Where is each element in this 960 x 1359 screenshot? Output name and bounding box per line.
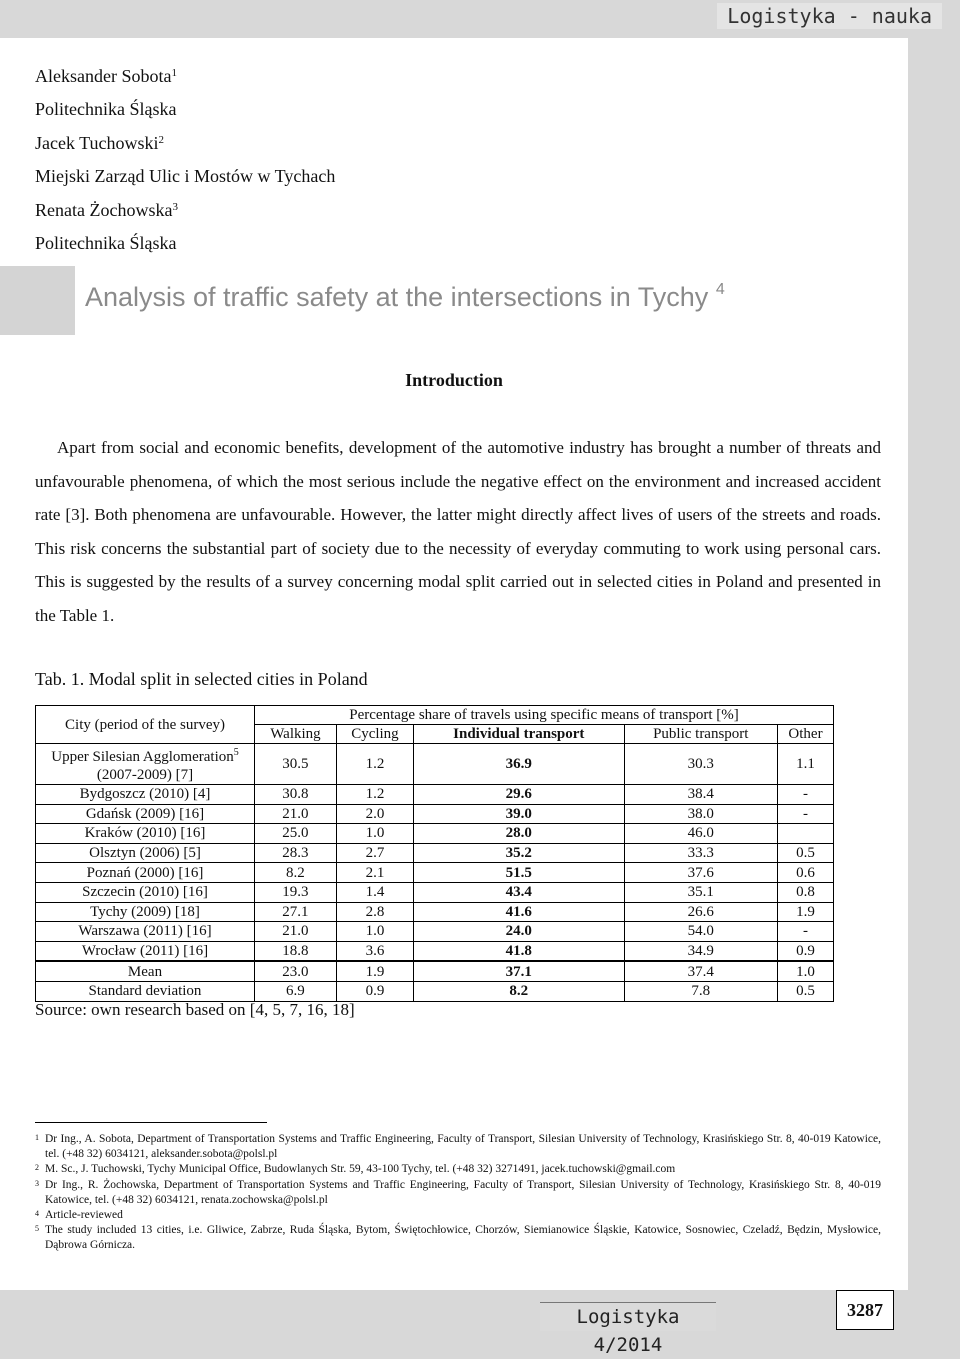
value-cell: -	[777, 804, 833, 824]
value-cell	[777, 824, 833, 844]
value-cell: 25.0	[255, 824, 337, 844]
footnote: 2 M. Sc., J. Tuchowski, Tychy Municipal Office, Budowlanych Str. 59, 43-100 Tychy, tel. (+48 32) 3271491, jacek.tuchowski@gmail.com	[35, 1163, 676, 1176]
footnote-rule	[35, 1122, 267, 1123]
value-cell: 35.2	[414, 843, 625, 863]
value-cell: 21.0	[255, 922, 337, 942]
value-cell: 2.1	[336, 863, 413, 883]
value-cell: 19.3	[255, 882, 337, 902]
value-cell: 41.8	[414, 941, 625, 961]
table-source: Source: own research based on [4, 5, 7, 16, 18]	[35, 1000, 355, 1019]
value-cell: 1.0	[777, 961, 833, 981]
value-cell: 0.6	[777, 863, 833, 883]
value-cell: 1.4	[336, 882, 413, 902]
author-affiliation: Politechnika Śląska	[35, 99, 177, 120]
value-cell: 34.9	[624, 941, 777, 961]
value-cell: 23.0	[255, 961, 337, 981]
value-cell: 8.2	[255, 863, 337, 883]
author-line: Renata Żochowska$^3$	[35, 199, 178, 220]
column-header: Individual transport	[414, 725, 625, 744]
footnote: 4 Article-reviewed	[35, 1209, 123, 1222]
author-line: Aleksander Sobota$^1$	[35, 66, 177, 86]
value-cell: 35.1	[624, 882, 777, 902]
value-cell: 37.6	[624, 863, 777, 883]
value-cell: 24.0	[414, 922, 625, 942]
value-cell: -	[777, 785, 833, 805]
authors-block	[35, 60, 335, 260]
table-row	[36, 981, 834, 1001]
value-cell: 1.0	[336, 922, 413, 942]
value-cell: 6.9	[255, 981, 337, 1001]
value-cell: 38.4	[624, 785, 777, 805]
value-cell: 28.3	[255, 843, 337, 863]
value-cell: 2.7	[336, 843, 413, 863]
article-title: Analysis of traffic safety at the intersections in Tychy $^4$	[85, 281, 725, 312]
city-cell: Wrocław (2011) [16]	[36, 941, 255, 961]
city-cell: Gdańsk (2009) [16]	[36, 804, 255, 824]
value-cell: 30.5	[255, 744, 337, 785]
value-cell: 51.5	[414, 863, 625, 883]
value-cell: 0.8	[777, 882, 833, 902]
header-title: Logistyka - nauka	[717, 3, 942, 29]
city-column-header: City (period of the survey)	[36, 706, 255, 744]
author-line: Jacek Tuchowski$^2$	[35, 132, 165, 153]
value-cell: 0.5	[777, 843, 833, 863]
city-cell: Olsztyn (2006) [5]	[36, 843, 255, 863]
value-cell: 0.9	[336, 981, 413, 1001]
table-row	[36, 804, 834, 824]
header-band	[0, 0, 960, 38]
author-affiliation: Politechnika Śląska	[35, 233, 177, 254]
intro-paragraph: Apart from social and economic benefits, development of the automotive industry has brought a number of threats and unfavourable phenomena, of which the most serious include the negative effect on the environment and increased accident rate [3]. Both phenomena are unfavourable. However, the latter might directly affect lives of users of the streets and roads. This risk concerns the substantial part of society due to the necessity of everyday commuting to work using personal cars. This is suggested by the results of a survey concerning modal split carried out in selected cities in Poland and presented in the Table 1.	[35, 438, 881, 625]
value-cell: 36.9	[414, 744, 625, 785]
value-cell: 0.5	[777, 981, 833, 1001]
value-cell: 1.9	[777, 902, 833, 922]
table-row	[36, 824, 834, 844]
city-cell: Poznań (2000) [16]	[36, 863, 255, 883]
value-cell: 43.4	[414, 882, 625, 902]
table-row	[36, 843, 834, 863]
journal-footer: Logistyka 4/2014	[540, 1302, 716, 1331]
city-cell: Warszawa (2011) [16]	[36, 922, 255, 942]
author-affiliation: Miejski Zarząd Ulic i Mostów w Tychach	[35, 166, 336, 187]
value-cell: 30.3	[624, 744, 777, 785]
value-cell: 37.1	[414, 961, 625, 981]
city-cell: Mean	[36, 961, 255, 981]
value-cell: 33.3	[624, 843, 777, 863]
table-row	[36, 941, 834, 961]
value-cell: 1.2	[336, 744, 413, 785]
column-header: Walking	[255, 725, 337, 744]
value-cell: 29.6	[414, 785, 625, 805]
table-row	[36, 922, 834, 942]
section-heading: Introduction	[405, 370, 503, 390]
value-cell: 7.8	[624, 981, 777, 1001]
city-cell: Bydgoszcz (2010) [4]	[36, 785, 255, 805]
value-cell: 28.0	[414, 824, 625, 844]
value-cell: 27.1	[255, 902, 337, 922]
value-cell: 54.0	[624, 922, 777, 942]
city-cell: Tychy (2009) [18]	[36, 902, 255, 922]
table-row	[36, 785, 834, 805]
table-caption: Tab. 1. Modal split in selected cities in Poland	[35, 669, 368, 689]
value-cell: 18.8	[255, 941, 337, 961]
value-cell: 2.8	[336, 902, 413, 922]
value-cell: 8.2	[414, 981, 625, 1001]
value-cell: 2.0	[336, 804, 413, 824]
city-cell: Standard deviation	[36, 981, 255, 1001]
value-cell: 26.6	[624, 902, 777, 922]
page	[0, 38, 908, 1290]
column-header: Other	[777, 725, 833, 744]
table-row	[36, 882, 834, 902]
footnote: 5 The study included 13 cities, i.e. Gliwice, Zabrze, Ruda Śląska, Bytom, Świętochłowice, Chorzów, Siemianowice Śląskie, Katowice, Sosnowiec, Czeladź, Będzin, Mysłowice, Dąbrowa Górnicza.	[35, 1224, 881, 1252]
column-header: Public transport	[624, 725, 777, 744]
city-cell: Szczecin (2010) [16]	[36, 882, 255, 902]
value-cell: 38.0	[624, 804, 777, 824]
value-cell: 41.6	[414, 902, 625, 922]
city-cell: Kraków (2010) [16]	[36, 824, 255, 844]
table-row	[36, 902, 834, 922]
value-cell: 37.4	[624, 961, 777, 981]
value-cell: 1.1	[777, 744, 833, 785]
title-marker	[0, 266, 75, 335]
column-header: Cycling	[336, 725, 413, 744]
value-cell: 21.0	[255, 804, 337, 824]
value-cell: 30.8	[255, 785, 337, 805]
table-row	[36, 961, 834, 981]
modal-split-table	[35, 705, 834, 1002]
value-cell: 1.9	[336, 961, 413, 981]
footnote: 3 Dr Ing., R. Żochowska, Department of Transportation Systems and Traffic Engineering, Faculty of Transport, Silesian University of Technology, Krasińskiego Str. 8, 40-019 Katowice, tel. (+48 32) 6034121, renata.zochowska@polsl.pl	[35, 1178, 881, 1206]
city-cell: Upper Silesian Agglomeration$^5$ (2007-2009) [7]	[36, 744, 255, 785]
value-cell: 3.6	[336, 941, 413, 961]
value-cell: 1.2	[336, 785, 413, 805]
table-header-row	[36, 706, 834, 725]
value-cell: -	[777, 922, 833, 942]
footnote: 1 Dr Ing., A. Sobota, Department of Transportation Systems and Traffic Engineering, Faculty of Transport, Silesian University of Technology, Krasińskiego Str. 8, 40-019 Katowice, tel. (+48 32) 6034121, aleksander.sobota@polsl.pl	[35, 1133, 881, 1161]
value-cell: 39.0	[414, 804, 625, 824]
footnotes	[35, 1132, 881, 1254]
value-cell: 0.9	[777, 941, 833, 961]
page-number: 3287	[836, 1290, 894, 1330]
table-row	[36, 863, 834, 883]
value-cell: 46.0	[624, 824, 777, 844]
table-row	[36, 744, 834, 785]
group-header: Percentage share of travels using specific means of transport [%]	[255, 706, 834, 725]
value-cell: 1.0	[336, 824, 413, 844]
